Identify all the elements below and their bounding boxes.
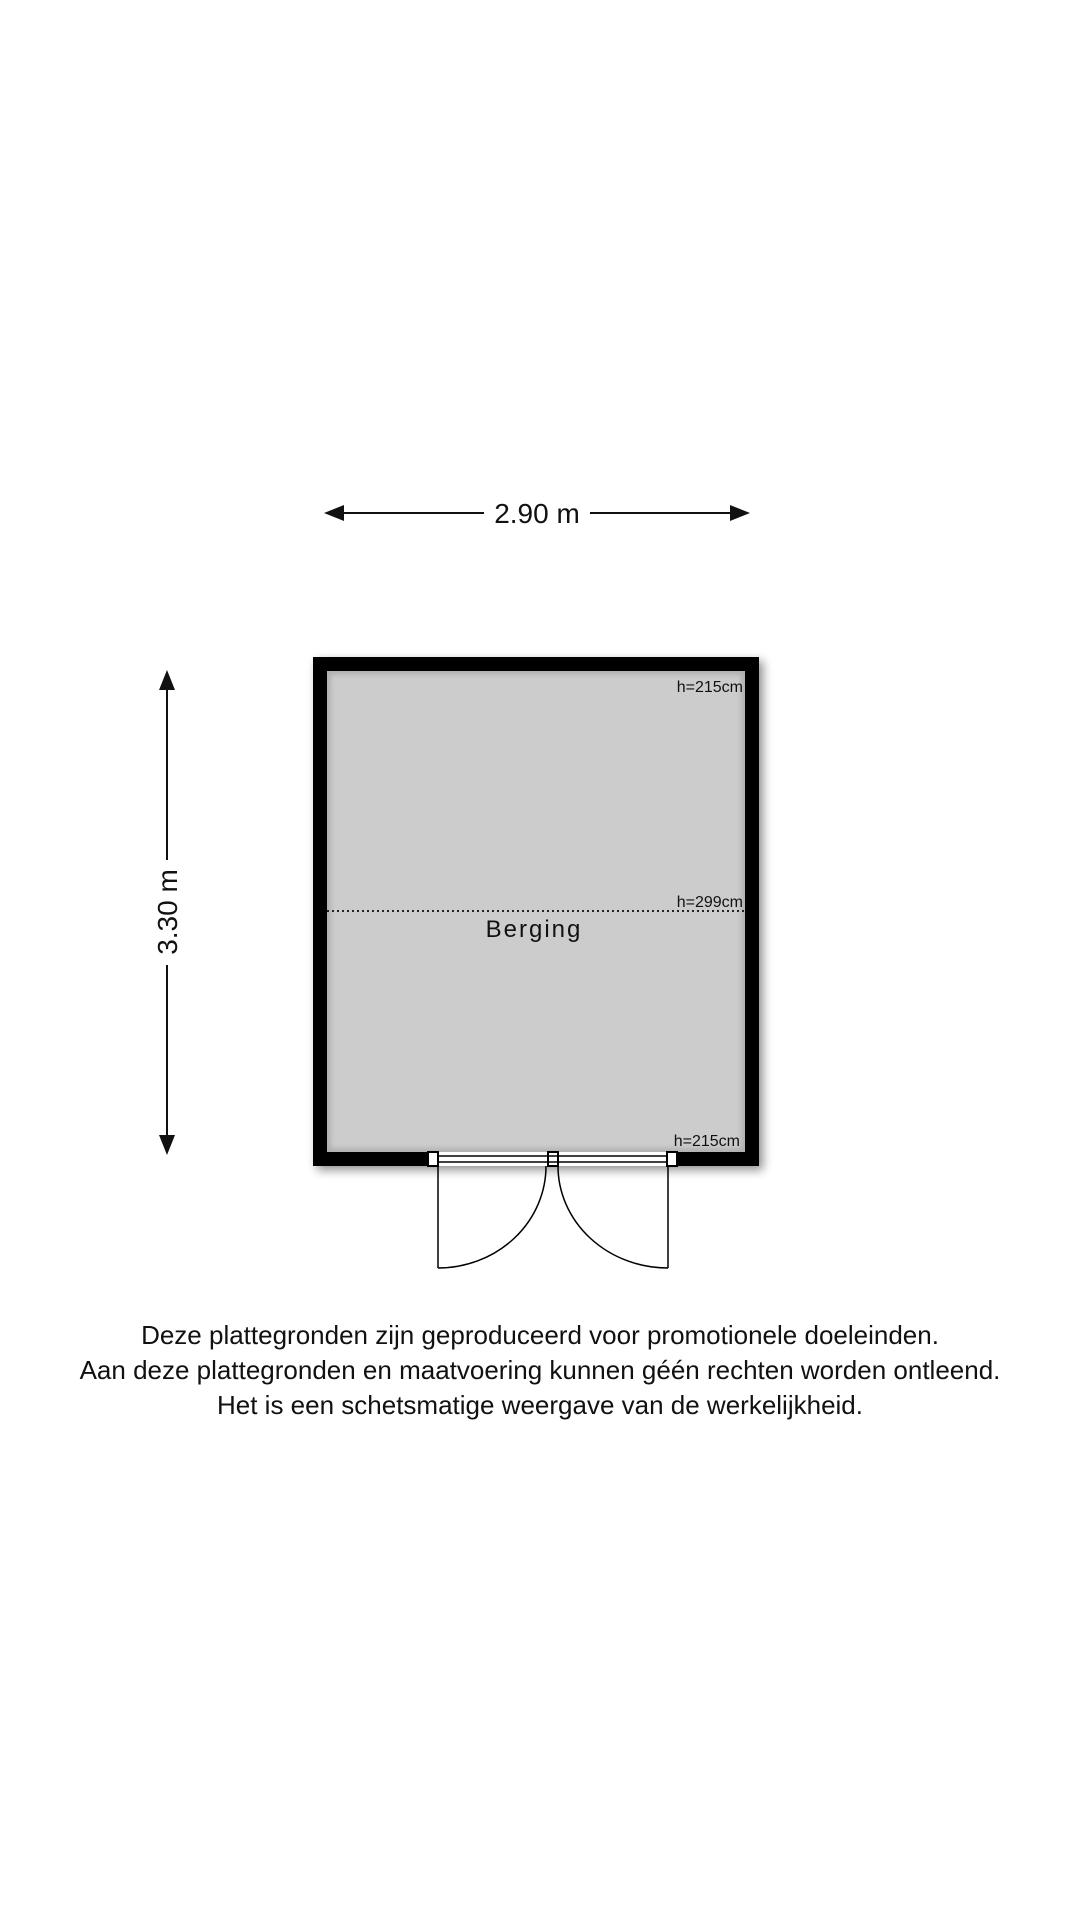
height-label-top: h=215cm bbox=[676, 679, 743, 696]
disclaimer-line-1: Deze plattegronden zijn geproduceerd voor promotionele doeleinden. bbox=[141, 1320, 939, 1350]
width-dimension bbox=[324, 498, 750, 529]
depth-arrow-top-icon bbox=[159, 670, 175, 690]
door-swing-left bbox=[438, 1166, 546, 1268]
room-berging bbox=[313, 657, 759, 1166]
disclaimer bbox=[0, 1318, 1080, 1423]
disclaimer-line-3: Het is een schetsmatige weergave van de werkelijkheid. bbox=[216, 1390, 863, 1420]
disclaimer-line-2: Aan deze plattegronden en maatvoering kunnen géén rechten worden ontleend. bbox=[79, 1355, 1001, 1385]
width-arrow-right-icon bbox=[730, 505, 750, 521]
width-label: 2.90 m bbox=[494, 498, 580, 529]
door-jamb-left bbox=[428, 1152, 438, 1166]
door-jamb-center bbox=[548, 1152, 558, 1166]
height-label-bottom: h=215cm bbox=[673, 1133, 740, 1150]
depth-arrow-bottom-icon bbox=[159, 1135, 175, 1155]
height-label-middle: h=299cm bbox=[676, 894, 743, 911]
depth-dimension bbox=[152, 670, 183, 1155]
door-swing-right bbox=[558, 1166, 668, 1268]
door-jamb-right bbox=[667, 1152, 677, 1166]
width-arrow-left-icon bbox=[324, 505, 344, 521]
depth-label: 3.30 m bbox=[152, 869, 183, 955]
double-door bbox=[428, 1152, 677, 1268]
room-name: Berging bbox=[485, 916, 583, 943]
